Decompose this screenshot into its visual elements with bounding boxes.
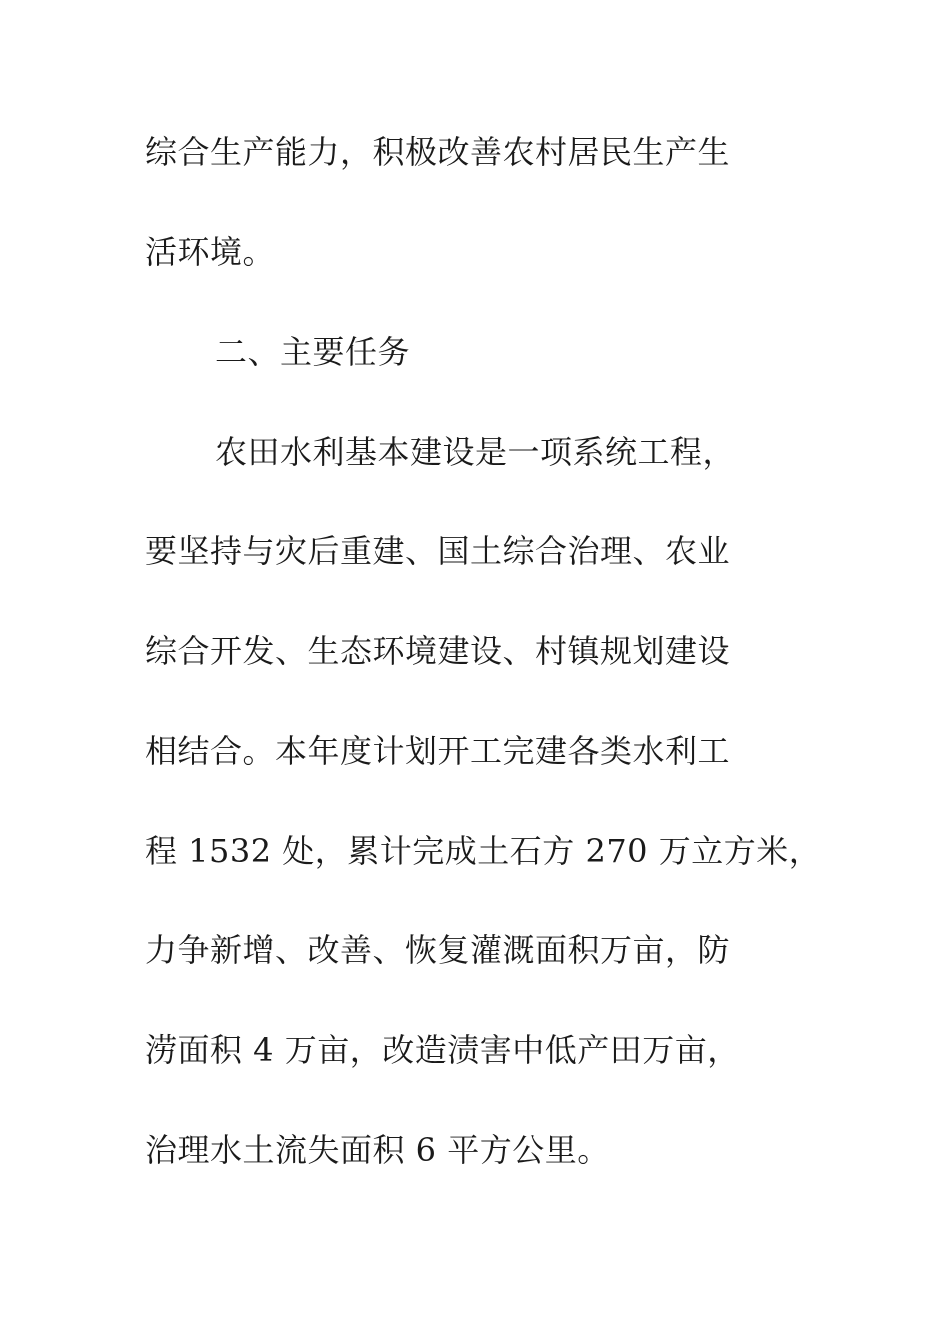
body-text-line: 涝面积 4 万亩，改造渍害中低产田万亩，: [145, 1031, 740, 1069]
body-text-line: 程 1532 处，累计完成土石方 270 万立方米，: [145, 832, 822, 870]
body-text-line: 综合开发、生态环境建设、村镇规划建设: [145, 632, 731, 670]
section-heading: 二、主要任务: [215, 333, 411, 371]
body-text-line: 要坚持与灾后重建、国土综合治理、农业: [145, 532, 731, 570]
body-text-line: 活环境。: [145, 233, 276, 271]
body-text-line: 相结合。本年度计划开工完建各类水利工: [145, 732, 731, 770]
body-text-line: 力争新增、改善、恢复灌溉面积万亩，防: [145, 931, 731, 969]
body-text-line: 综合生产能力，积极改善农村居民生产生: [145, 133, 731, 171]
body-text-line: 农田水利基本建设是一项系统工程，: [215, 433, 736, 471]
body-text-line: 治理水土流失面积 6 平方公里。: [145, 1131, 610, 1169]
